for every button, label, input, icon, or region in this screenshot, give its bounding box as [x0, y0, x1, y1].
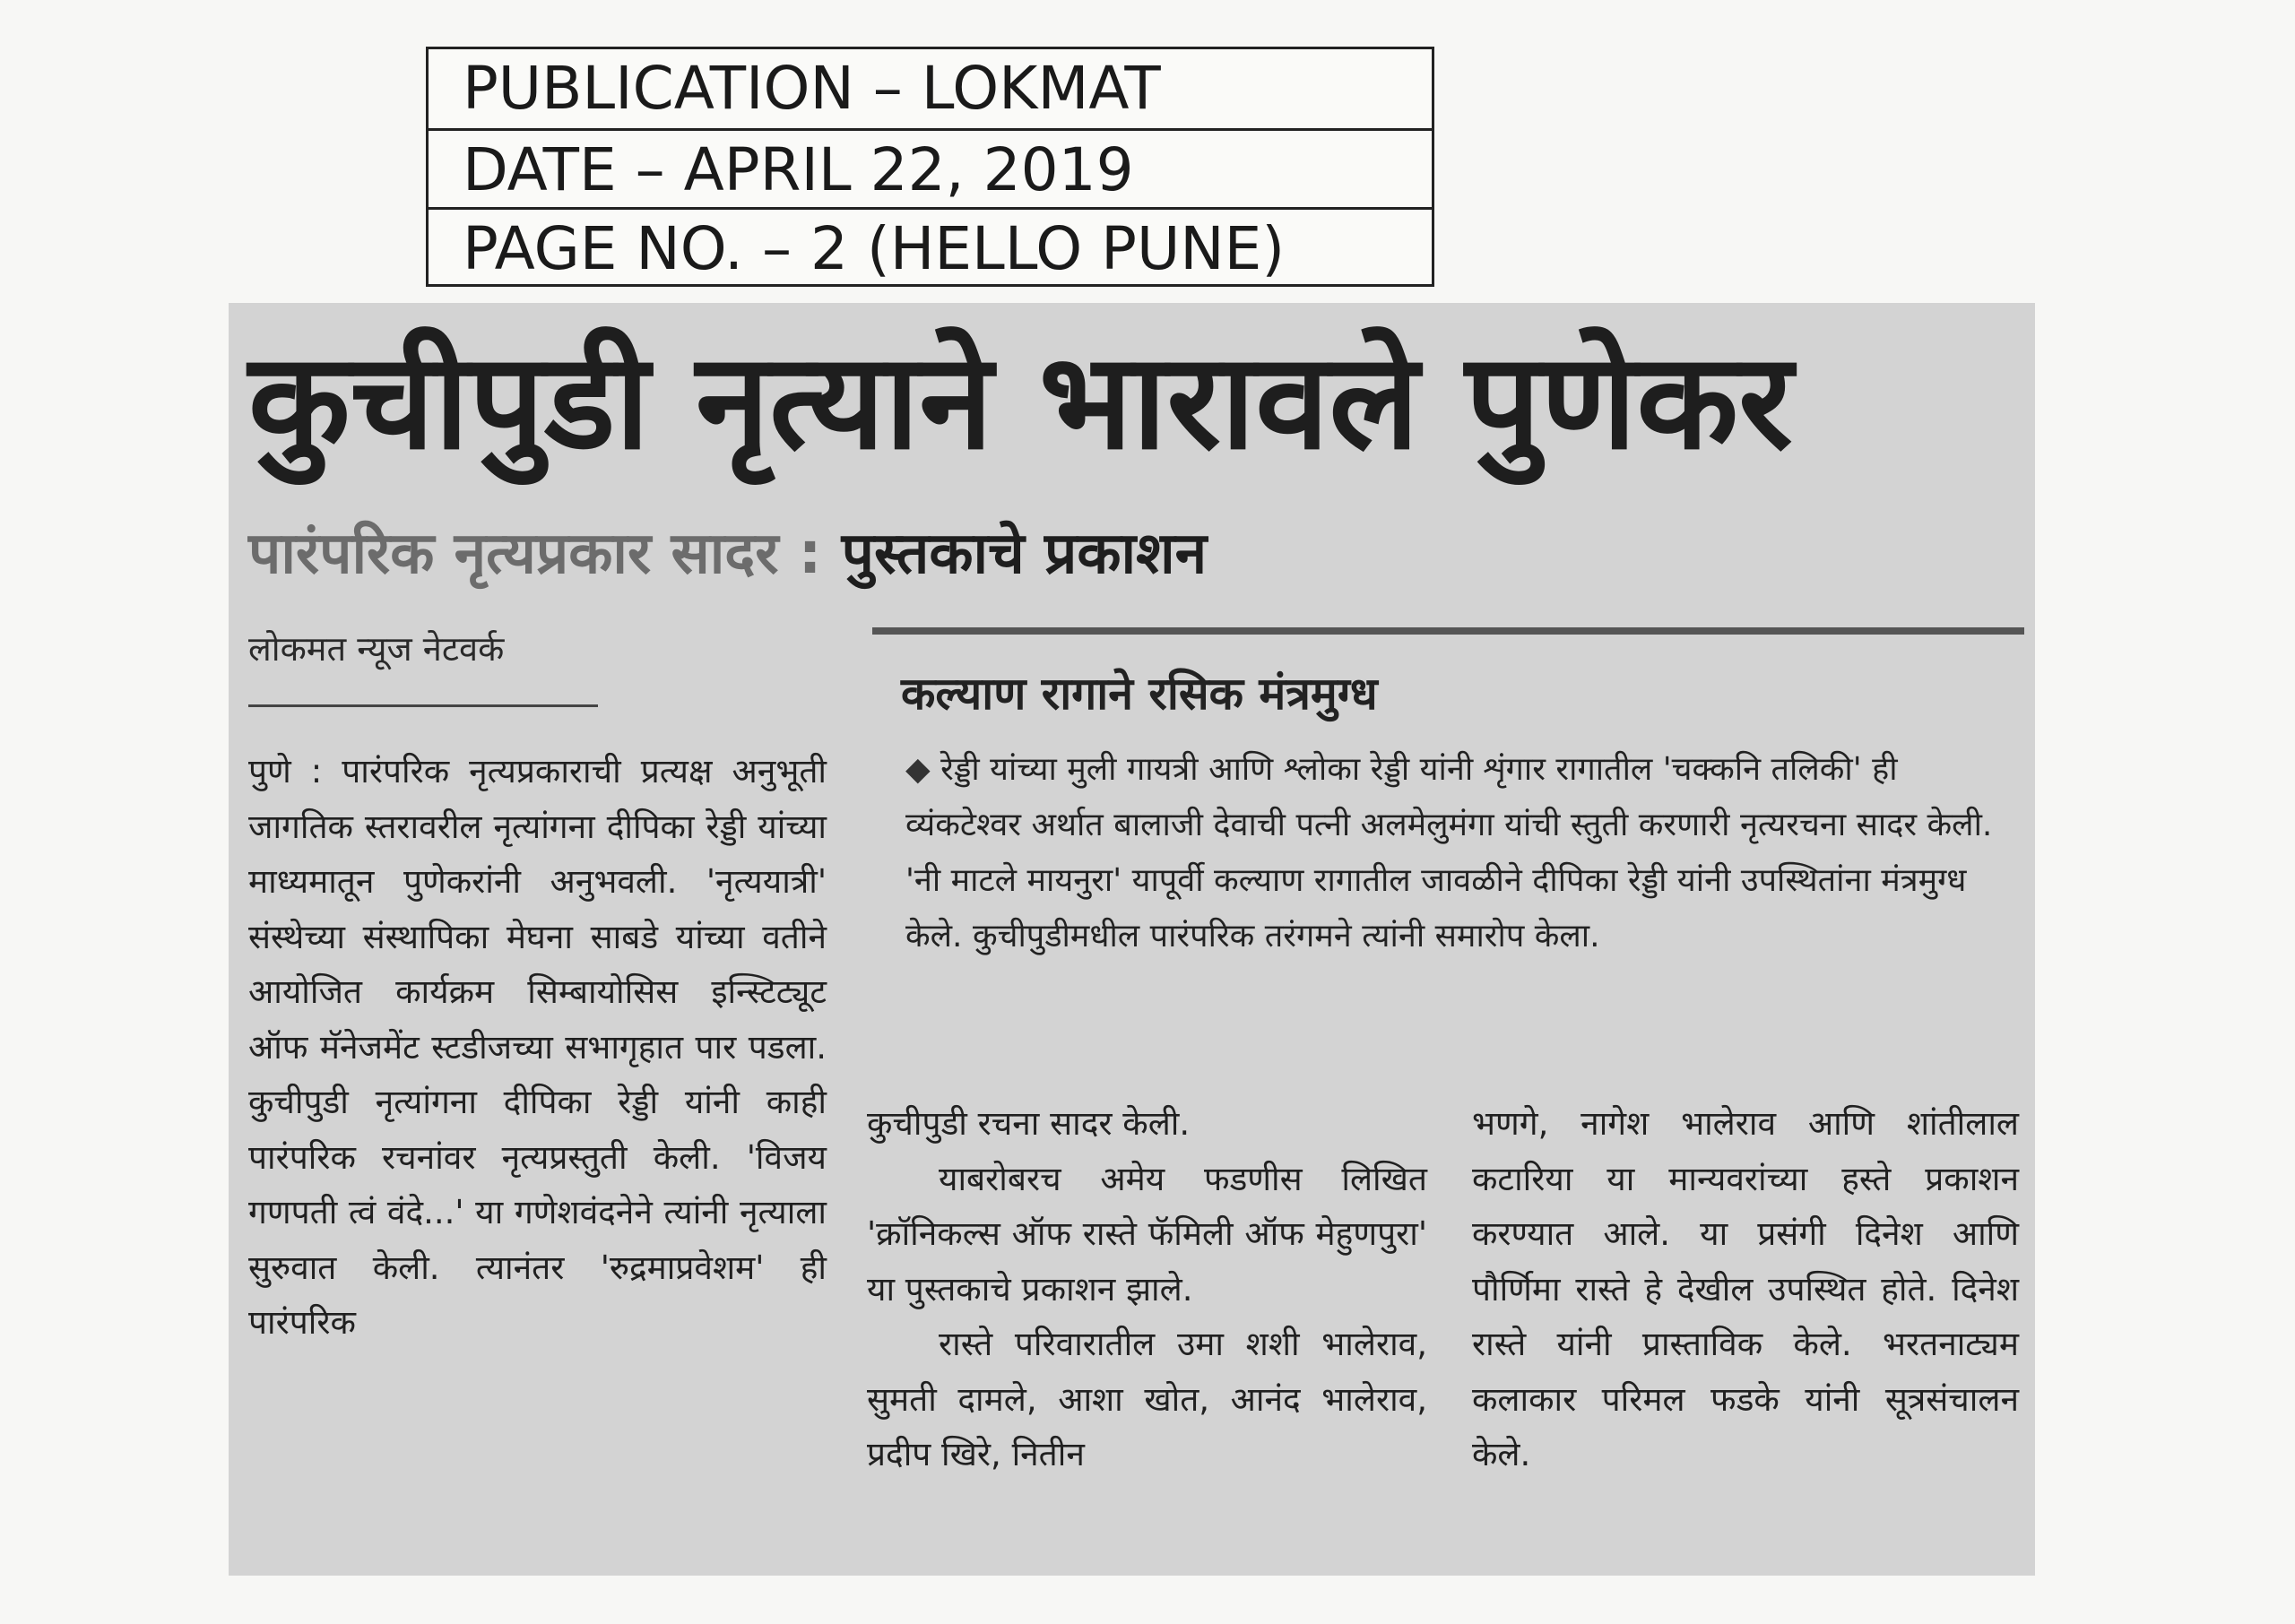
publication-date: DATE – APRIL 22, 2019	[429, 128, 1432, 207]
article-column-3	[1472, 1096, 2019, 1482]
article-subheadline	[248, 514, 1207, 594]
byline-divider	[248, 704, 598, 707]
subheadline-part-1: पारंपरिक नृत्यप्रकार सादर :	[248, 521, 842, 587]
subheadline-part-2: पुस्तकाचे प्रकाशन	[841, 521, 1208, 587]
column-2-paragraph-3: रास्ते परिवारातील उमा शशी भालेराव, सुमती दामले, आशा खोत, आनंद भालेराव, प्रदीप खिरे, नितीन	[867, 1325, 1427, 1473]
column-2-paragraph-1: कुचीपुडी रचना सादर केली.	[867, 1104, 1191, 1143]
article-column-1	[248, 744, 827, 1351]
column-3-text: भणगे, नागेश भालेराव आणि शांतीलाल कटारिया या मान्यवरांच्या हस्ते प्रकाशन करण्यात आले. या प्रसंगी दिनेश आणि पौर्णिमा रास्ते हे देखील उपस्थित होते. दिनेश रास्ते यांनी प्रास्ताविक केले. भरतनाट्यम कलाकार परिमल फडके यांनी सूत्रसंचालन केले.	[1472, 1104, 2019, 1473]
sidebar-box-divider	[872, 627, 2024, 635]
sidebar-box-body	[905, 742, 1995, 964]
newspaper-clipping	[229, 303, 2035, 1576]
article-headline: कुचीपुडी नृत्याने भारावले पुणेकर	[248, 324, 1793, 479]
sidebar-box-text: रेड्डी यांच्या मुली गायत्री आणि श्लोका रेड्डी यांनी शृंगार रागातील 'चक्कनि तलिकी' ही व्यंकटेश्वर अर्थात बालाजी देवाची पत्नी अलमेलुमंगा यांची स्तुती करणारी नृत्यरचना सादर केली. 'नी माटले मायनुरा' यापूर्वी कल्याण रागातील जावळीने दीपिका रेड्डी यांनी उपस्थितांना मंत्रमुग्ध केले. कुचीपुडीमधील पारंपरिक तरंगमने त्यांनी समारोप केला.	[905, 751, 1993, 955]
column-2-paragraph-2: याबरोबरच अमेय फडणीस लिखित 'क्रॉनिकल्स ऑफ रास्ते फॅमिली ऑफ मेहुणपुरा' या पुस्तकाचे प्रकाशन झाले.	[867, 1159, 1427, 1309]
article-byline: लोकमत न्यूज नेटवर्क	[248, 629, 505, 669]
publication-name: PUBLICATION – LOKMAT	[463, 54, 1161, 123]
publication-page: PAGE NO. – 2 (HELLO PUNE)	[429, 207, 1432, 286]
article-column-2	[867, 1096, 1427, 1482]
diamond-bullet-icon: ◆	[905, 751, 931, 788]
publication-info-box	[426, 47, 1434, 287]
column-1-text: पुणे : पारंपरिक नृत्यप्रकाराची प्रत्यक्ष अनुभूती जागतिक स्तरावरील नृत्यांगना दीपिका रेड्डी यांच्या माध्यमातून पुणेकरांनी अनुभवली. 'नृत्ययात्री' संस्थेच्या संस्थापिका मेघना साबडे यांच्या वतीने आयोजित कार्यक्रम सिम्बायोसिस इन्स्टिट्यूट ऑफ मॅनेजमेंट स्टडीजच्या सभागृहात पार पडला. कुचीपुडी नृत्यांगना दीपिका रेड्डी यांनी काही पारंपरिक रचनांवर नृत्यप्रस्तुती केली. 'विजय गणपती त्वं वंदे...' या गणेशवंदनेने त्यांनी नृत्याला सुरुवात केली. त्यानंतर 'रुद्रमाप्रवेशम' ही पारंपरिक	[248, 752, 827, 1342]
sidebar-box-title: कल्याण रागाने रसिक मंत्रमुग्ध	[901, 668, 1378, 720]
